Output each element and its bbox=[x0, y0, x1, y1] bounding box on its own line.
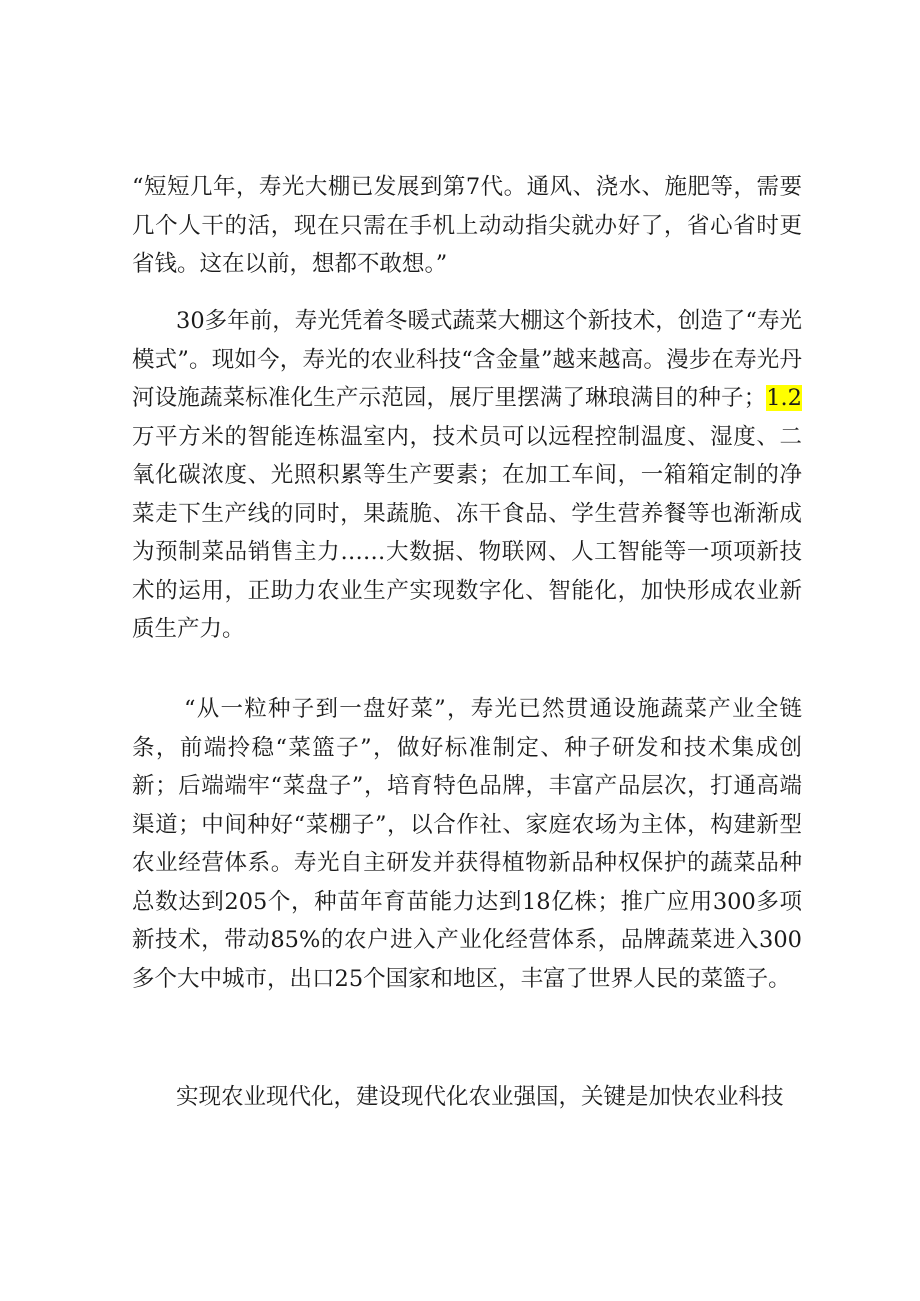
highlighted-number: 1.2 bbox=[766, 385, 802, 411]
paragraph-text-segment: 万平方米的智能连栋温室内，技术员可以远程控制温度、湿度、二氧化碳浓度、光照积累等生产要素；在加工车间，一箱箱定制的净菜走下生产线的同时，果蔬脆、冻干食品、学生营养餐等也渐渐成为预制菜品销售主力……大数据、物联网、人工智能等一项项新技术的运用，正助力农业生产实现数字化、智能化，加快形成农业新质生产力。 bbox=[132, 423, 802, 642]
paragraph-industry-chain: “从一粒种子到一盘好菜”，寿光已然贯通设施蔬菜产业全链条，前端拎稳“菜篮子”，做好标准制定、种子研发和技术集成创新；后端端牢“菜盘子”，培育特色品牌，丰富产品层次，打通高端渠道；中间种好“菜棚子”，以合作社、家庭农场为主体，构建新型农业经营体系。寿光自主研发并获得植物新品种权保护的蔬菜品种总数达到205个，种苗年育苗能力达到18亿株；推广应用300多项新技术，带动85%的农户进入产业化经营体系，品牌蔬菜进入300多个大中城市，出口25个国家和地区，丰富了世界人民的菜篮子。 bbox=[132, 696, 802, 992]
paragraph-modernization: 实现农业现代化，建设现代化农业强国，关键是加快农业科技 bbox=[176, 1084, 784, 1110]
paragraph-quote: “短短几年，寿光大棚已发展到第7代。通风、浇水、施肥等，需要几个人干的活，现在只需在手机上动动指尖就办好了，省心省时更省钱。这在以前，想都不敢想。” bbox=[132, 174, 802, 277]
paragraph-shouguang-model bbox=[132, 302, 802, 649]
paragraph-text-segment: 30多年前，寿光凭着冬暖式蔬菜大棚这个新技术，创造了“寿光模式”。现如今，寿光的农业科技“含金量”越来越高。漫步在寿光丹河设施蔬菜标准化生产示范园，展厅里摆满了琳琅满目的种子； bbox=[132, 308, 802, 411]
